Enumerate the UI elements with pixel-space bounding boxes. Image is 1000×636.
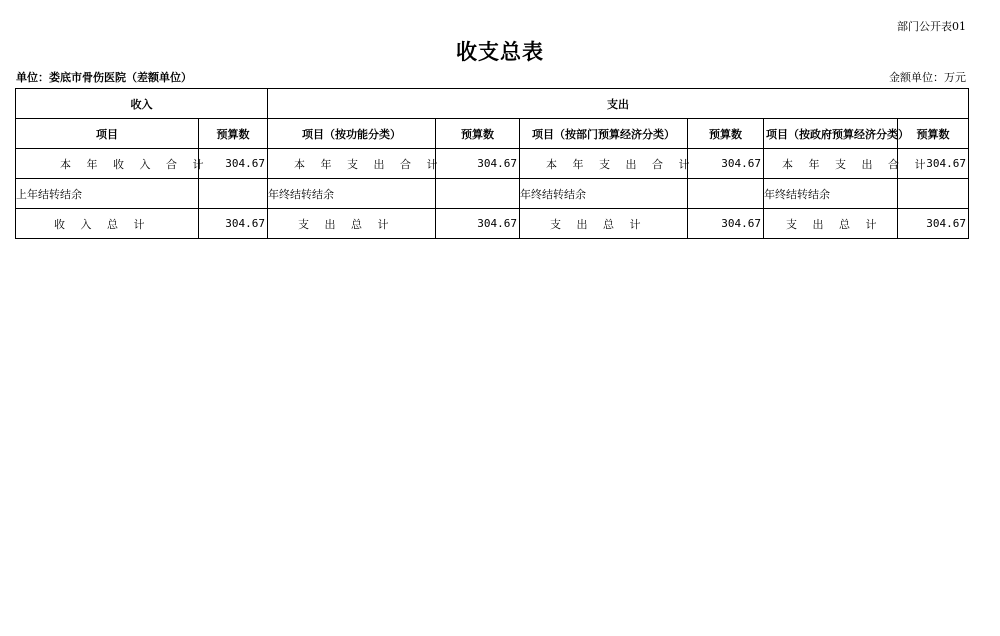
table-cell (898, 179, 969, 209)
table-cell: 本 年 收 入 合 计 (16, 149, 199, 179)
table-cell (688, 179, 764, 209)
table-cell: 本 年 支 出 合 计 (764, 149, 898, 179)
table-cell: 年终结转结余 (268, 179, 436, 209)
column-header: 预算数 (898, 119, 969, 149)
column-header-row (16, 119, 969, 149)
table-cell: 本 年 支 出 合 计 (520, 149, 688, 179)
column-header: 预算数 (436, 119, 520, 149)
table-cell: 上年结转结余 (16, 179, 199, 209)
table-cell: 年终结转结余 (764, 179, 898, 209)
table-cell: 304.67 (436, 209, 520, 239)
table-cell: 304.67 (199, 149, 268, 179)
table-cell: 年终结转结余 (520, 179, 688, 209)
table-row (16, 209, 969, 239)
unit-label: 单位：娄底市骨伤医院（差额单位） (16, 71, 192, 84)
table-cell: 本 年 支 出 合 计 (268, 149, 436, 179)
table-cell: 304.67 (688, 149, 764, 179)
table-cell: 支 出 总 计 (764, 209, 898, 239)
page-title: 收支总表 (456, 39, 544, 64)
table-cell (436, 179, 520, 209)
column-header: 项目（按政府预算经济分类） (764, 119, 898, 149)
form-code: 部门公开表01 (897, 20, 966, 33)
income-expense-table (15, 88, 969, 239)
column-header: 项目（按部门预算经济分类） (520, 119, 688, 149)
income-group-header: 收入 (16, 89, 268, 119)
table-cell (199, 179, 268, 209)
group-header-row (16, 89, 969, 119)
column-header: 预算数 (199, 119, 268, 149)
table-cell: 304.67 (898, 149, 969, 179)
table-cell: 304.67 (688, 209, 764, 239)
column-header: 项目 (16, 119, 199, 149)
table-cell: 304.67 (199, 209, 268, 239)
table-cell: 支 出 总 计 (520, 209, 688, 239)
column-header: 预算数 (688, 119, 764, 149)
table-cell: 支 出 总 计 (268, 209, 436, 239)
table-row (16, 149, 969, 179)
table-cell: 304.67 (436, 149, 520, 179)
column-header: 项目（按功能分类） (268, 119, 436, 149)
expense-group-header: 支出 (268, 89, 969, 119)
table-cell: 收 入 总 计 (16, 209, 199, 239)
amount-unit-label: 金额单位：万元 (889, 71, 966, 84)
table-cell: 304.67 (898, 209, 969, 239)
table-row (16, 179, 969, 209)
